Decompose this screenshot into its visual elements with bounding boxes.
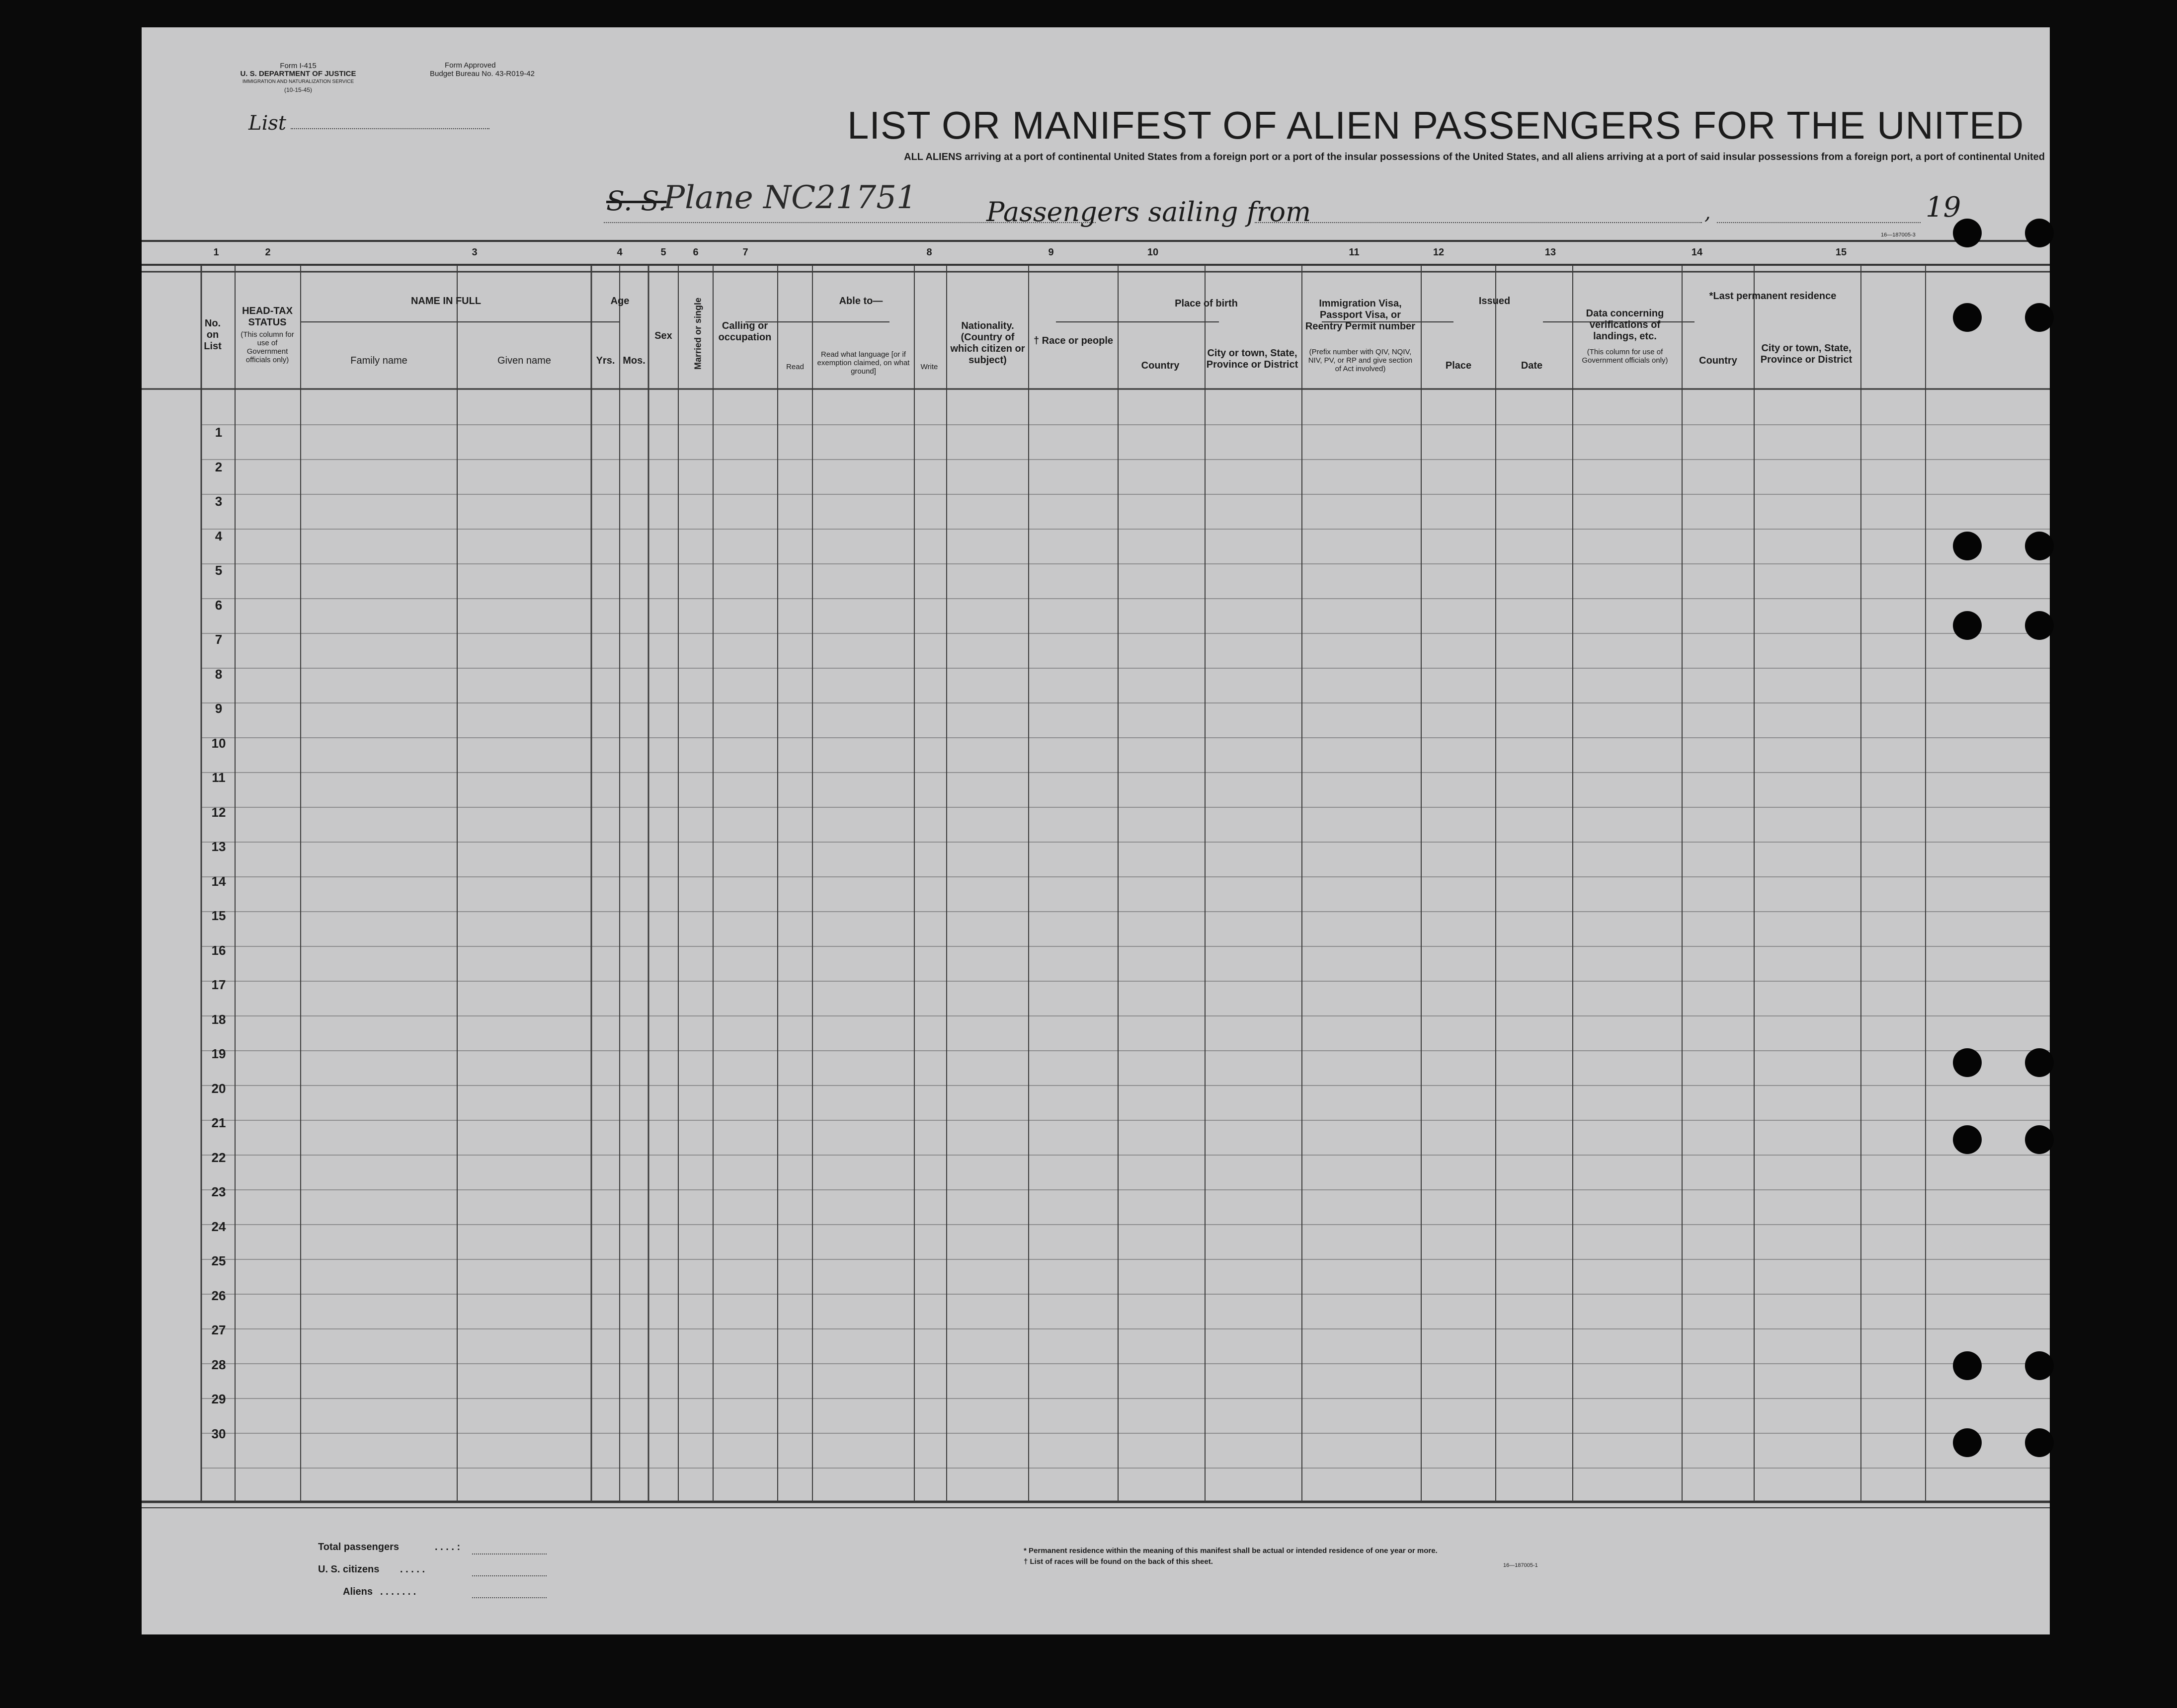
column-number: 12 — [1433, 247, 1445, 258]
column-number: 15 — [1835, 247, 1847, 258]
page-subtitle: ALL ALIENS arriving at a port of continental United States from a foreign port or a port of the insular possessions of the United States, and all aliens arriving at a port of said insular possessions from a foreign port, a port of continental United — [904, 152, 2045, 162]
approval-text: Form Approved — [445, 61, 496, 70]
column-number: 2 — [265, 247, 271, 258]
header-mos: Mos. — [623, 355, 645, 366]
column-number: 10 — [1147, 247, 1159, 258]
header-last-residence: *Last permanent residence — [1709, 291, 1837, 302]
row-number: 6 — [215, 597, 223, 613]
form-date: (10-15-45) — [284, 86, 313, 93]
note-permanent-residence: * Permanent residence within the meaning of this manifest shall be actual or intended residence of one year or more. — [1024, 1547, 1438, 1555]
punch-hole — [2025, 1125, 2054, 1154]
row-number: 2 — [215, 459, 223, 474]
header-married: Married or single — [693, 297, 703, 370]
header-name-in-full: NAME IN FULL — [410, 296, 482, 307]
punch-hole — [2025, 303, 2054, 332]
header-nationality: Nationality. (Country of which citizen or subject) — [950, 320, 1025, 366]
header-read: Read — [786, 363, 804, 371]
punch-hole — [2025, 611, 2054, 640]
row-number: 5 — [215, 563, 223, 578]
row-number: 22 — [211, 1150, 226, 1165]
row-number: 4 — [215, 528, 223, 543]
header-verification-note: (This column for use of Government officials only) — [1582, 348, 1668, 365]
header-place-of-birth: Place of birth — [1175, 298, 1238, 309]
aliens-field[interactable] — [472, 1597, 547, 1598]
header-age: Age — [610, 296, 630, 307]
budget-number: Budget Bureau No. 43-R019-42 — [430, 70, 535, 78]
punch-hole — [1953, 303, 1982, 332]
header-sex: Sex — [654, 330, 672, 341]
punch-hole — [2025, 219, 2054, 247]
header-read-language: Read what language [or if exemption claimed, on what ground] — [817, 350, 910, 376]
header-calling: Calling or occupation — [718, 320, 772, 343]
punch-hole — [2025, 1351, 2054, 1380]
row-number: 26 — [211, 1288, 226, 1303]
service-name: IMMIGRATION AND NATURALIZATION SERVICE — [242, 79, 354, 84]
row-number: 25 — [211, 1253, 226, 1268]
print-code-bottom: 16—187005-1 — [1503, 1562, 1538, 1568]
header-res-city: City or town, State, Province or District — [1760, 343, 1853, 365]
punch-hole — [1953, 611, 1982, 640]
row-number: 15 — [211, 908, 226, 923]
column-number: 3 — [472, 247, 478, 258]
column-number: 11 — [1349, 247, 1360, 258]
row-number: 16 — [211, 942, 226, 958]
header-family-name: Family name — [350, 355, 407, 366]
column-number: 14 — [1691, 247, 1703, 258]
total-passengers-label: Total passengers — [318, 1542, 400, 1553]
punch-hole — [1953, 1125, 1982, 1154]
form-number: Form I-415 — [280, 62, 317, 70]
punch-hole — [1953, 1351, 1982, 1380]
vessel-prefix: S. S. — [606, 185, 667, 217]
header-res-country: Country — [1699, 355, 1737, 366]
header-write: Write — [920, 363, 938, 371]
manifest-sheet — [142, 27, 2050, 1634]
header-verification: Data concerning verifications of landings, etc. — [1586, 308, 1664, 342]
row-number: 13 — [211, 839, 226, 854]
column-number: 13 — [1544, 247, 1556, 258]
row-number: 19 — [211, 1046, 226, 1061]
column-number: 6 — [693, 247, 699, 258]
row-number: 28 — [211, 1357, 226, 1372]
row-number: 12 — [211, 804, 226, 820]
list-label: List — [248, 112, 286, 135]
row-number: 18 — [211, 1011, 226, 1027]
row-number: 24 — [211, 1219, 226, 1234]
aliens-label: Aliens — [343, 1586, 373, 1597]
column-number: 4 — [617, 247, 623, 258]
row-number: 30 — [211, 1426, 226, 1441]
header-race: † Race or people — [1033, 335, 1114, 346]
dots-3: . . . . . . . — [380, 1586, 416, 1597]
header-birth-city: City or town, State, Province or District — [1206, 348, 1298, 370]
row-number: 20 — [211, 1081, 226, 1096]
row-number: 10 — [211, 735, 226, 751]
note-races: † List of races will be found on the back of this sheet. — [1024, 1557, 1213, 1566]
header-issued-date: Date — [1521, 360, 1543, 371]
row-number: 9 — [215, 701, 223, 716]
column-number: 9 — [1048, 247, 1054, 258]
page-title: LIST OR MANIFEST OF ALIEN PASSENGERS FOR THE UNITED — [847, 103, 2024, 147]
row-number: 17 — [211, 977, 226, 992]
header-issued: Issued — [1478, 296, 1511, 307]
column-number: 5 — [660, 247, 666, 258]
row-number: 7 — [215, 632, 223, 647]
row-number: 21 — [211, 1115, 226, 1130]
punch-hole — [1953, 219, 1982, 247]
dots-2: . . . . . — [400, 1564, 425, 1575]
row-number: 14 — [211, 873, 226, 889]
punch-hole — [1953, 532, 1982, 560]
header-head-tax: HEAD-TAX STATUS — [242, 306, 293, 328]
column-number: 8 — [926, 247, 932, 258]
table-grid — [142, 27, 2050, 1634]
header-able-to: Able to— — [839, 296, 883, 307]
header-no-on-list: No. on List — [204, 318, 222, 352]
year-prefix: 19 — [1926, 191, 1961, 224]
comma-separator: , — [1704, 201, 1711, 224]
total-passengers-field[interactable] — [472, 1553, 547, 1554]
row-number: 23 — [211, 1184, 226, 1199]
us-citizens-field[interactable] — [472, 1575, 547, 1576]
row-number: 27 — [211, 1322, 226, 1337]
punch-hole — [2025, 1048, 2054, 1077]
row-number: 8 — [215, 666, 223, 682]
print-code-top: 16—187005-3 — [1881, 232, 1916, 238]
sailing-from-label: Passengers sailing from — [986, 196, 1311, 228]
header-given-name: Given name — [497, 355, 551, 366]
row-number: 11 — [212, 770, 226, 785]
header-birth-country: Country — [1141, 360, 1180, 371]
department-name: U. S. DEPARTMENT OF JUSTICE — [240, 70, 356, 78]
header-yrs: Yrs. — [596, 355, 615, 366]
punch-hole — [1953, 1428, 1982, 1457]
row-number: 3 — [215, 494, 223, 509]
header-visa-note: (Prefix number with QIV, NQIV, NIV, PV, or RP and give section of Act involved) — [1308, 348, 1413, 373]
column-number: 1 — [213, 247, 219, 258]
vessel-name[interactable]: Plane NC21751 — [663, 179, 917, 216]
us-citizens-label: U. S. citizens — [318, 1564, 380, 1575]
dots-1: . . . . : — [435, 1542, 461, 1553]
row-number: 1 — [215, 425, 223, 440]
header-issued-place: Place — [1445, 360, 1472, 371]
header-visa: Immigration Visa, Passport Visa, or Reentry Permit number — [1305, 298, 1416, 332]
row-number: 29 — [211, 1392, 226, 1406]
punch-hole — [2025, 532, 2054, 560]
punch-hole — [2025, 1428, 2054, 1457]
header-head-tax-note: (This column for use of Government officials only) — [241, 330, 294, 364]
column-number: 7 — [742, 247, 748, 258]
punch-hole — [1953, 1048, 1982, 1077]
